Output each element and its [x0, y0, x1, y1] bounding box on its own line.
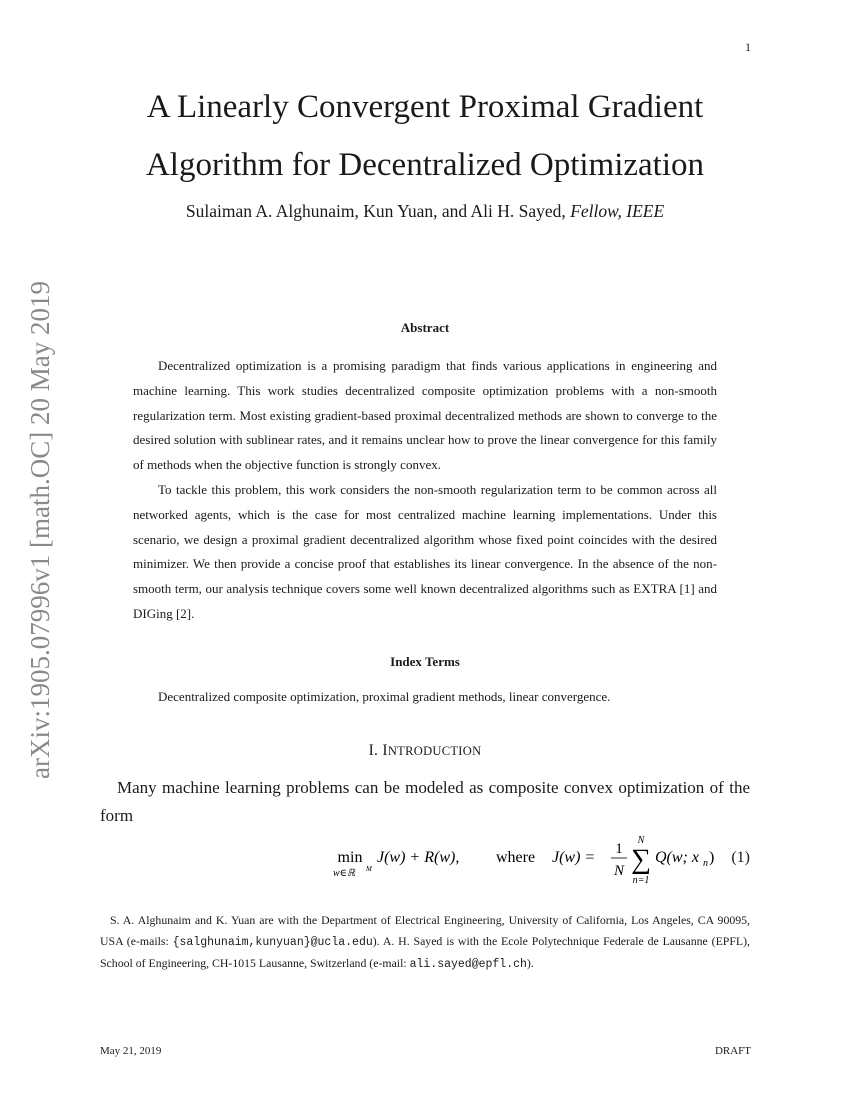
introduction-numeral: I. I — [368, 742, 388, 759]
introduction-paragraph — [100, 774, 750, 830]
eq-jdef: J(w) = — [552, 849, 596, 866]
eq-frac-den: N — [613, 863, 625, 879]
footnote-text: S. A. Alghunaim and K. Yuan are with the Department of Electrical Engineering, University of California, Los Angeles, CA 90095, USA (e-mails: — [100, 913, 750, 949]
title-line-2: Algorithm for Decentralized Optimization — [145, 147, 705, 183]
abstract-paragraph: To tackle this problem, this work considers the non-smooth regularization term to be common across all networked agents, which is the case for most centralized machine learning implementations. Under this scenario, we design a proximal gradient decentralized algorithm whose fixed point coincides with the desired minimizer. We then provide a concise proof that establishes its linear convergence. In the absence of the non-smooth term, our analysis technique covers some well known decentralized algorithms such as EXTRA [1] and DIGing [2]. — [133, 481, 717, 621]
introduction-heading — [100, 742, 750, 760]
eq-frac-num: 1 — [615, 841, 623, 857]
abstract-heading: Abstract — [400, 320, 450, 335]
footnote-text: ). A. H. Sayed is with the Ecole Polytechnique Federale de Lausanne (EPFL), School of Engineering, CH-1015 Lausanne, Switzerland (e-mail: — [100, 934, 750, 971]
equation-graphic — [100, 835, 715, 893]
page-number: 1 — [745, 40, 751, 54]
footer-date: May 21, 2019 — [100, 1045, 162, 1057]
footer-draft-label: DRAFT — [714, 1045, 751, 1057]
author-names: Sulaiman A. Alghunaim, Kun Yuan, and Ali H. Sayed, — [185, 201, 571, 221]
email-epfl: ali.sayed@epfl.ch — [409, 958, 527, 972]
eq-sum-bottom: n=1 — [632, 875, 650, 886]
author-affiliation-footnote — [100, 910, 750, 976]
eq-where: where — [496, 849, 536, 866]
index-terms-heading: Index Terms — [390, 654, 460, 669]
eq-min-sub: w∈ℝ — [333, 868, 355, 879]
eq-summand-close: ) — [709, 849, 715, 866]
abstract-body — [133, 354, 717, 627]
eq-sum-top: N — [637, 835, 645, 846]
introduction-title-smallcaps: NTRODUCTION — [387, 744, 482, 758]
author-list — [80, 201, 770, 222]
arxiv-identifier-stamp: arXiv:1905.07996v1 [math.OC] 20 May 2019 — [25, 281, 55, 779]
author-fellow-note: Fellow, IEEE — [570, 201, 665, 221]
introduction-sentence: Many machine learning problems can be modeled as composite convex optimization of the form — [100, 778, 750, 825]
abstract-paragraph: Decentralized optimization is a promising paradigm that finds various applications in engineering and machine learning. This work studies decentralized composite optimization problems with a non-smooth regularization term. Most existing gradient-based proximal decentralized methods are shown to converge to the desired solution with sublinear rates, and it remains unclear how to prove the linear convergence for this family of methods when the objective function is strongly convex. — [133, 358, 717, 473]
equation-number: (1) — [731, 849, 750, 866]
footnote-paragraph — [100, 910, 750, 976]
paper-title — [80, 78, 770, 194]
footnote-text: ). — [526, 956, 534, 971]
index-terms-text: Decentralized composite optimization, proximal gradient methods, linear convergence. — [158, 689, 611, 704]
eq-summand: Q(w; x — [655, 849, 699, 866]
title-line-1: A Linearly Convergent Proximal Gradient — [146, 89, 704, 125]
eq-sum-symbol: ∑ — [631, 844, 651, 875]
equation-1 — [100, 835, 750, 888]
eq-min-sub-sup: M — [366, 865, 372, 873]
eq-objective: J(w) + R(w), — [377, 849, 460, 866]
eq-min: min — [337, 849, 363, 866]
eq-summand-sub: n — [703, 858, 708, 869]
email-ucla: {salghunaim,kunyuan}@ucla.edu — [172, 936, 373, 950]
